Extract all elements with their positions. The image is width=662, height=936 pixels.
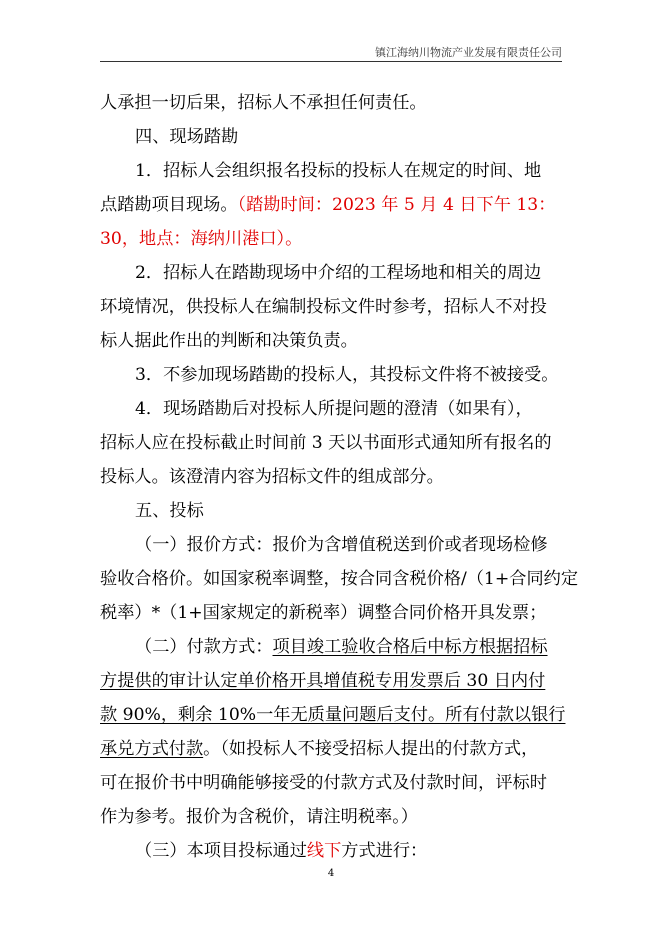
- highlighted-line: 30，地点：海纳川港口）。: [100, 229, 303, 249]
- paragraph-line: 验收合格价。如国家税率调整，按合同含税价格/（1+合同约定: [100, 569, 579, 589]
- paragraph-line: 标人据此作出的判断和决策负责。: [100, 331, 358, 351]
- paragraph-line: [100, 834, 570, 868]
- highlighted-text: （踏勘时间：2023 年 5 月 4 日下午 13：: [237, 195, 556, 215]
- paragraph-line: 招标人应在投标截止时间前 3 天以书面形式通知所有报名的: [100, 433, 552, 453]
- header-company-name: 镇江海纳川物流产业发展有限责任公司: [375, 46, 562, 59]
- underlined-line: 款 90%，剩余 10%一年无质量问题后支付。所有付款以银行: [100, 705, 566, 725]
- text-run: 方式进行：: [341, 841, 428, 861]
- paragraph-line: 4．现场踏勘后对投标人所提问题的澄清（如果有），: [135, 399, 533, 419]
- text-run: 点踏勘项目现场。: [100, 195, 238, 215]
- document-body: [100, 86, 579, 868]
- paragraph-line: 税率）*（1+国家规定的新税率）调整合同价格开具发票；: [100, 603, 547, 623]
- paragraph-line: [100, 188, 570, 222]
- paragraph-line: 投标人。该澄清内容为招标文件的组成部分。: [100, 467, 444, 487]
- underlined-text: 承兑方式付款: [100, 739, 204, 759]
- paragraph-line: 环境情况，供投标人在编制投标文件时参考，招标人不对投: [100, 297, 547, 317]
- section-heading-bidding: 五、投标: [135, 501, 204, 521]
- paragraph-line: 可在报价书中明确能够接受的付款方式及付款时间，评标时: [100, 773, 547, 793]
- highlighted-text: 线下: [306, 841, 342, 861]
- paragraph-line: 人承担一切后果，招标人不承担任何责任。: [100, 93, 427, 113]
- page-number: 4: [327, 868, 335, 879]
- text-run: （二）付款方式：: [135, 637, 273, 657]
- paragraph-line: 1．招标人会组织报名投标的投标人在规定的时间、地: [135, 161, 542, 181]
- underlined-line: 方提供的审计认定单价格开具增值税专用发票后 30 日内付: [100, 671, 546, 691]
- paragraph-line: 2．招标人在踏勘现场中介绍的工程场地和相关的周边: [135, 263, 542, 283]
- text-run: （三）本项目投标通过: [135, 841, 307, 861]
- paragraph-line: 作为参考。报价为含税价，请注明税率。）: [100, 807, 418, 827]
- header-divider: [100, 61, 562, 62]
- paragraph-line: 3．不参加现场踏勘的投标人，其投标文件将不被接受。: [135, 365, 559, 385]
- text-run: 。（如投标人不接受招标人提出的付款方式，: [203, 739, 539, 759]
- section-heading-site-visit: 四、现场踏勘: [135, 127, 239, 147]
- paragraph-line: [100, 630, 570, 664]
- underlined-text: 项目竣工验收合格后中标方根据招标: [272, 637, 548, 657]
- paragraph-line: （一）报价方式：报价为含增值税送到价或者现场检修: [135, 535, 548, 555]
- paragraph-line: [100, 732, 570, 766]
